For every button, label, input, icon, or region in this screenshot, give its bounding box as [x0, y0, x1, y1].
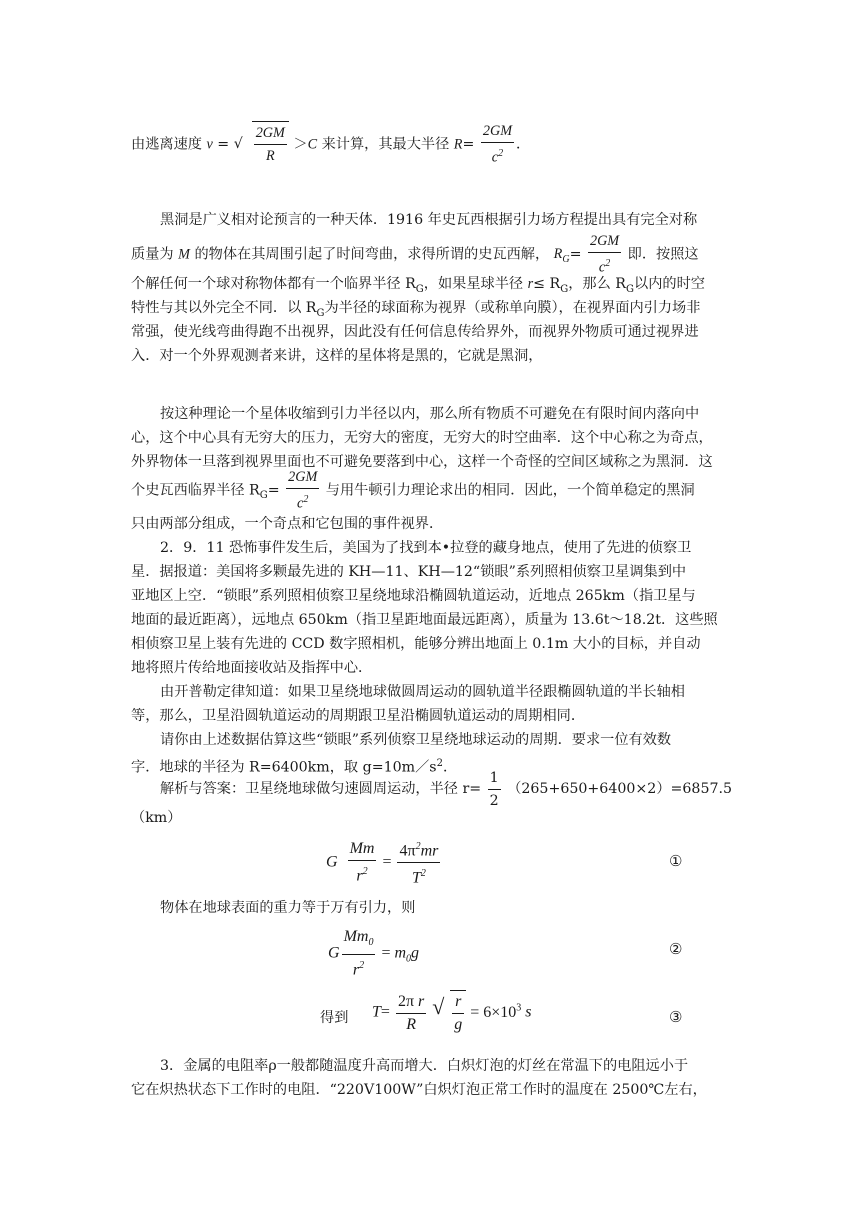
text-span: 与用牛顿引力理论求出的相同．因此，一个简单稳定的黑洞: [325, 482, 695, 499]
equation-1: G $\frac{Mm}{r^2}$ = $\frac{4\pi^2mr}{T^2}$: [326, 836, 442, 890]
text-line: 星．据报道：美国将多颗最先进的 KH—11、KH—12“锁眼”系列照相侦察卫星调集到中: [131, 564, 687, 580]
text-line: 它在炽热状态下工作时的电阻．“220V100W”白炽灯泡正常工作时的温度在 2500℃左右，: [131, 1082, 707, 1098]
fraction: $\frac{1}{2}$: [488, 767, 501, 812]
text-line: 地将照片传给地面接收站及指挥中心．: [131, 660, 373, 676]
text-span: 由逃离速度: [131, 136, 202, 153]
text-span: （265+650+6400×2）=6857.5: [507, 781, 733, 797]
text-line: 由开普勒定律知道：如果卫星绕地球做圆周运动的圆轨道半径跟椭圆轨道的半长轴相: [160, 684, 685, 700]
text-line: 心，这个中心具有无穷大的压力，无穷大的密度，无穷大的时空曲率．这个中心称之为奇点，: [131, 430, 713, 446]
text-line: （km）: [131, 810, 182, 826]
sqrt-expression: √ $\frac{2GM}{R}$: [234, 121, 289, 168]
text-span: 即．按照这: [627, 246, 699, 263]
text-span: 个史瓦西临界半径 R: [131, 482, 260, 499]
text-line: [160, 766, 732, 812]
text-line: 外界物体一旦落到视界里面也不可避免要落到中心，这样一个奇怪的空间区域称之为黑洞．这: [131, 454, 713, 470]
text-line: 3．金属的电阻率ρ一般都随温度升高而增大．白炽灯泡的灯丝在常温下的电阻远小于: [160, 1058, 689, 1074]
text-line: 只由两部分组成，一个奇点和它包围的事件视界．: [131, 516, 444, 532]
text-line: 特性与其以外完全不同．以 $R_G$为半径的球面称为视界（或称单向膜），在视界面内引力场非: [131, 300, 701, 319]
text-span: 质量为: [131, 246, 174, 263]
text-line: 2．9．11 恐怖事件发生后，美国为了找到本•拉登的藏身地点，使用了先进的侦察卫: [160, 540, 692, 556]
text-line: 入．对一个外界观测者来讲，这样的星体将是黑的，它就是黑洞，: [131, 348, 543, 364]
text-span: ，那么 R: [568, 276, 626, 292]
text-span: ≤ R: [533, 276, 561, 292]
equation-3: T= $\frac{\text{2π r}}{R}$ √ $\frac{r}{g}$ = $6\times 10^3$ s: [372, 990, 532, 1036]
fraction: $\frac{2GM}{c^2}$: [286, 466, 319, 515]
text-line: 质量为 M 的物体在其周围引起了时间弯曲，求得所谓的史瓦西解， $R_G=$ $\frac{2GM}{c^2}$ 即．按照这: [131, 230, 699, 280]
fraction: $\frac{2GM}{c^2}$: [481, 120, 514, 169]
text-span: 的物体在其周围引起了时间弯曲，求得所谓的史瓦西解，: [194, 246, 550, 263]
text-line: 等，那么，卫星沿圆轨道运动的周期跟卫星沿椭圆轨道运动的周期相同．: [131, 708, 586, 724]
equation-2: G $\frac{Mm_0}{r^2}$ = $m_0g$: [328, 928, 420, 979]
text-line: 个解任何一个球对称物体都有一个临界半径 $R_G$，如果星球半径 $r\le R_G$，那么 $R_G$以内的时空: [131, 276, 705, 295]
text-span: ，如果星球半径: [423, 276, 524, 292]
text-line: 常强，使光线弯曲得跑不出视界，因此没有任何信息传给界外，而视界外物质可通过视界进: [131, 324, 699, 340]
text-line: 得到: [320, 1010, 349, 1026]
text-span: 以内的时空: [634, 276, 705, 292]
text-span: 解析与答案：卫星绕地球做匀速圆周运动，半径 r=: [160, 781, 482, 797]
text-span: 个解任何一个球对称物体都有一个临界半径 R: [131, 276, 416, 292]
text-line: 相侦察卫星上装有先进的 CCD 数字照相机，能够分辨出地面上 0.1m 大小的目标，并自动: [131, 636, 701, 652]
text-line: 亚地区上空．“锁眼”系列照相侦察卫星绕地球沿椭圆轨道运动，近地点 265km（指卫星与: [131, 588, 696, 604]
text-line: 个史瓦西临界半径 $R_G=$ $\frac{2GM}{c^2}$ 与用牛顿引力理论求出的相同．因此，一个简单稳定的黑洞: [131, 466, 695, 519]
text-span: 来计算，其最大半径: [321, 136, 450, 153]
text-line: 按这种理论一个星体收缩到引力半径以内，那么所有物质不可避免在有限时间内落向中: [160, 406, 700, 422]
text-line: 物体在地球表面的重力等于万有引力，则: [160, 900, 416, 916]
text-span: 特性与其以外完全不同．以 R: [131, 300, 317, 316]
equation-number: ①: [669, 852, 683, 870]
text-span: 为半径的球面称为视界（或称单向膜），在视界面内引力场非: [324, 300, 701, 316]
equation-number: ③: [669, 1008, 683, 1026]
text-line: 由逃离速度 v = √ $\frac{2GM}{R}$ ＞C 来计算，其最大半径 R= $\frac{2GM}{c^2}$ ．: [131, 120, 530, 169]
text-line: 地面的最近距离），远地点 650km（指卫星距地面最远距离），质量为 13.6t～18.2t．这些照: [131, 612, 718, 628]
text-line: 请你由上述数据估算这些“锁眼”系列侦察卫星绕地球运动的周期．要求一位有效数: [160, 732, 672, 748]
text-line: 字．地球的半径为 R=6400km，取 $g=10m/s^2$．: [131, 758, 458, 776]
text-line: 黑洞是广义相对论预言的一种天体．1916 年史瓦西根据引力场方程提出具有完全对称: [160, 212, 698, 228]
fraction: $\frac{2GM}{c^2}$: [588, 230, 621, 279]
text-span: 字．地球的半径为 R=6400km，取 g=10m／s: [131, 759, 437, 776]
equation-number: ②: [669, 940, 683, 958]
